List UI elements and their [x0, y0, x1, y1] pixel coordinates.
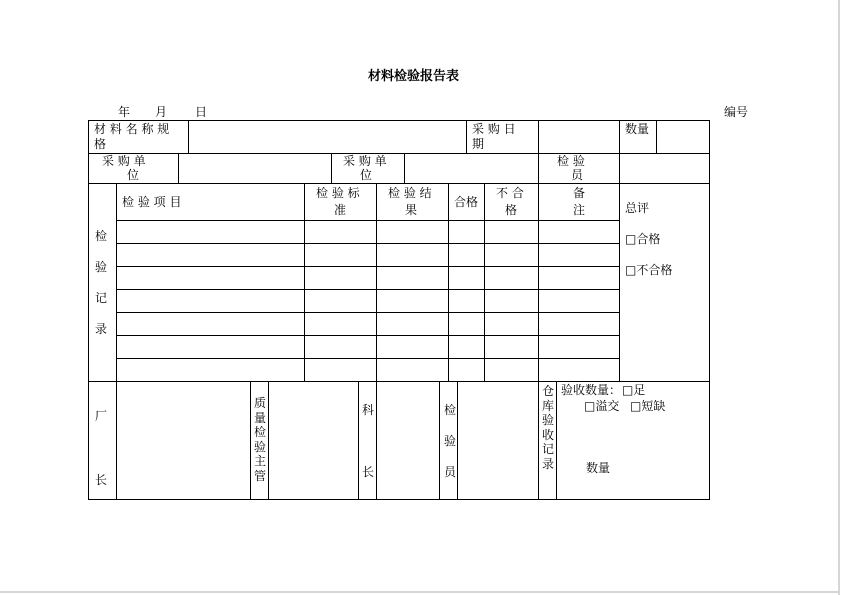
col-line: [250, 381, 251, 499]
inspection-item-header: 检 验 项 目: [122, 195, 182, 209]
col-line: [619, 153, 620, 183]
col-line: [331, 153, 332, 183]
table-border-bottom: [88, 499, 710, 500]
col-line: [556, 381, 557, 499]
col-line: [439, 381, 440, 499]
purchase-date-label: 采 购 日: [472, 122, 516, 136]
date-year-label: 年: [118, 105, 131, 119]
evaluation-pass-checkbox[interactable]: □合格: [625, 232, 661, 246]
inspection-record-label: 检: [95, 229, 108, 243]
col-line: [457, 381, 458, 499]
quality-supervisor-label: 质量检验主管: [253, 396, 266, 483]
col-line: [404, 153, 405, 183]
purchase-date-label-line2: 期: [472, 137, 485, 151]
inspection-record-label: 记: [95, 291, 108, 305]
warehouse-quantity-label: 数量: [586, 461, 611, 475]
inspector-label-line2: 员: [571, 168, 584, 182]
col-line: [376, 381, 377, 499]
date-month-label: 月: [155, 105, 168, 119]
material-name-spec-label: 材 料 名 称 规: [94, 122, 170, 136]
number-label: 编号: [724, 105, 749, 119]
fail-header: 不 合: [496, 186, 524, 200]
received-quantity-label: 验收数量：: [561, 383, 622, 397]
inspection-row[interactable]: [117, 336, 619, 358]
purchase-unit-label-2: 采 购 单: [343, 154, 387, 168]
inspection-row[interactable]: [117, 221, 619, 243]
result-header-line2: 果: [405, 203, 418, 217]
standard-header-line2: 准: [334, 203, 347, 217]
inspection-row[interactable]: [117, 313, 619, 335]
purchase-unit-label: 采 购 单: [102, 154, 146, 168]
table-border-right: [709, 120, 710, 499]
col-line: [619, 120, 620, 153]
inspection-record-label: 录: [95, 322, 108, 336]
inspection-row[interactable]: [117, 290, 619, 312]
sufficient-checkbox[interactable]: □足: [622, 383, 646, 397]
evaluation-label: 总评: [625, 201, 650, 215]
warehouse-record-label: 仓库验收记录: [541, 384, 554, 471]
pass-header: 合格: [454, 195, 479, 209]
col-line: [538, 153, 539, 183]
col-line: [268, 381, 269, 499]
factory-director-label: 长: [95, 473, 108, 487]
page-title: 材料检验报告表: [368, 69, 460, 84]
remarks-header-line2: 注: [573, 203, 586, 217]
inspector-sign-label: 员: [444, 465, 457, 479]
inspection-row[interactable]: [117, 244, 619, 266]
section-chief-label: 科: [362, 403, 375, 417]
purchase-unit-label-2-line2: 位: [360, 168, 373, 182]
standard-header: 检 验 标: [316, 186, 360, 200]
page-edge-right: [838, 0, 840, 595]
row-line: [88, 183, 710, 184]
date-day-label: 日: [195, 105, 208, 119]
section-chief-label: 长: [362, 465, 375, 479]
factory-director-label: 厂: [95, 409, 108, 423]
result-header: 检 验 结: [388, 186, 432, 200]
material-name-spec-label-line2: 格: [94, 137, 107, 151]
fail-header-line2: 格: [505, 203, 518, 217]
col-line: [538, 120, 539, 153]
inspection-row[interactable]: [117, 267, 619, 289]
shortage-checkbox[interactable]: □短缺: [630, 399, 666, 413]
inspection-record-label: 验: [95, 260, 108, 274]
inspector-sign-label: 检: [444, 403, 457, 417]
purchase-unit-label-line2: 位: [127, 168, 140, 182]
evaluation-fail-checkbox[interactable]: □不合格: [625, 263, 673, 277]
col-line: [538, 381, 539, 499]
inspection-row[interactable]: [117, 359, 619, 381]
table-border-top: [88, 120, 710, 121]
col-line: [619, 183, 620, 381]
remarks-header: 备: [573, 186, 586, 200]
inspector-label: 检 验: [557, 154, 585, 168]
col-line: [466, 120, 467, 153]
col-line: [358, 381, 359, 499]
table-border-left: [88, 120, 89, 499]
row-line: [88, 381, 710, 382]
inspector-sign-label: 验: [444, 434, 457, 448]
row-line: [88, 153, 710, 154]
col-line: [178, 153, 179, 183]
page-edge-bottom: [0, 591, 840, 593]
col-line: [656, 120, 657, 153]
col-line: [188, 120, 189, 153]
quantity-label: 数量: [625, 122, 650, 136]
excess-checkbox[interactable]: □溢交: [584, 399, 620, 413]
